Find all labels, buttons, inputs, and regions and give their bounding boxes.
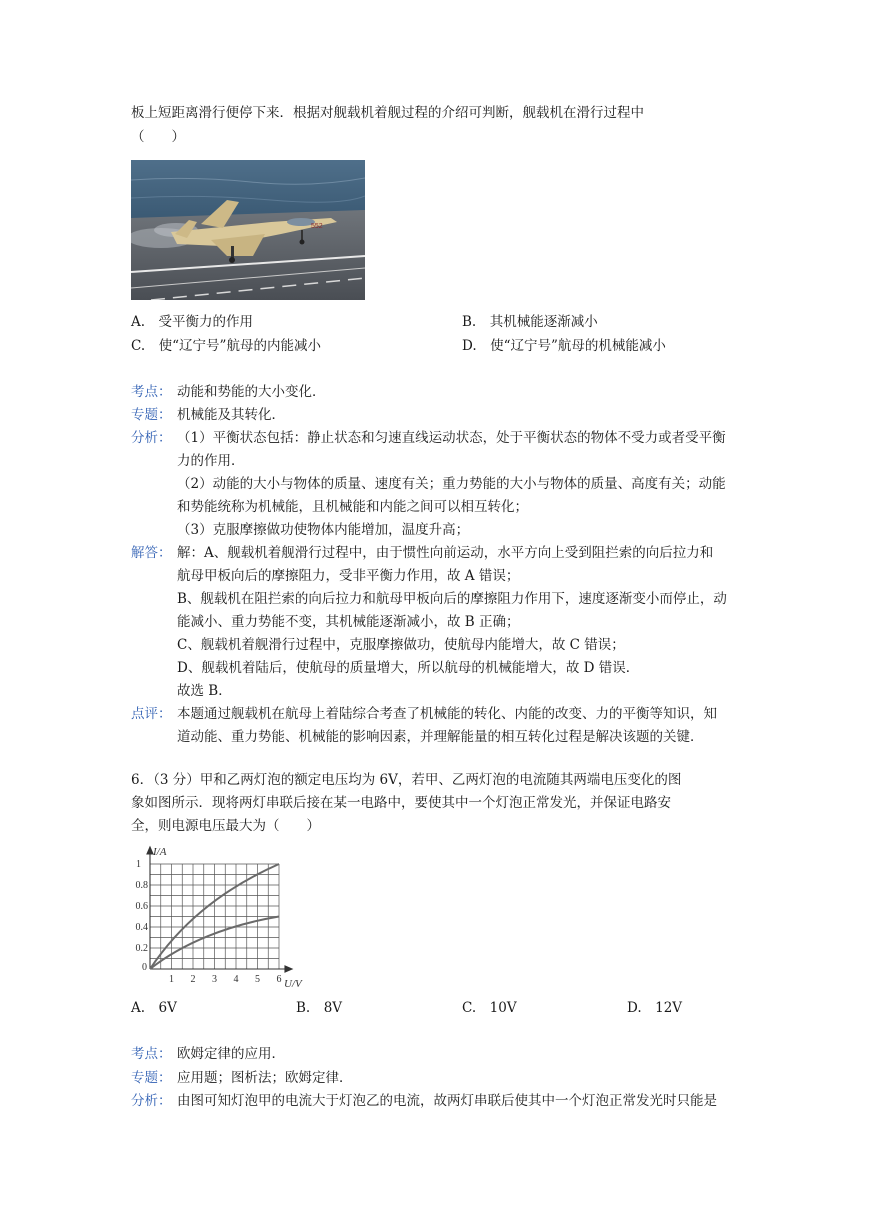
q5-dianping-label: 点评： bbox=[131, 706, 172, 722]
q5-zhuanti-label: 专题： bbox=[131, 407, 172, 423]
y-tick-label: 1 bbox=[136, 859, 141, 870]
q5-option-b: B. 其机械能逐渐减小 bbox=[462, 314, 598, 330]
y-tick-label: 0.4 bbox=[135, 922, 148, 933]
q5-jieda-line: C、舰载机着舰滑行过程中，克服摩擦做功，使航母内能增大，故 C 错误； bbox=[177, 637, 625, 653]
carrier-aircraft-photo bbox=[131, 160, 365, 300]
x-tick-label: 1 bbox=[169, 974, 174, 985]
q6-fenxi-label: 分析： bbox=[131, 1093, 172, 1109]
graph-grid bbox=[150, 864, 279, 969]
q6-kaodian-text: 欧姆定律的应用． bbox=[177, 1046, 285, 1062]
q5-fenxi-line: （2）动能的大小与物体的质量、速度有关；重力势能的大小与物体的质量、高度有关；动能 bbox=[177, 476, 726, 492]
origin-label: 0 bbox=[142, 962, 147, 973]
q5-jieda-line: D、舰载机着陆后，使航母的质量增大，所以航母的机械能增大，故 D 错误． bbox=[177, 660, 640, 676]
q6-option-a: A. 6V bbox=[131, 1000, 177, 1016]
q6-stem-line: 象如图所示．现将两灯串联后接在某一电路中，要使其中一个灯泡正常发光，并保证电路安 bbox=[131, 795, 671, 811]
q5-jieda-line: 故选 B． bbox=[177, 683, 232, 699]
q5-dianping-line: 本题通过舰载机在航母上着陆综合考查了机械能的转化、内能的改变、力的平衡等知识，知 bbox=[177, 706, 717, 722]
q5-answer-paren: （ ） bbox=[131, 129, 185, 145]
q5-fenxi-line: 力的作用． bbox=[177, 453, 245, 469]
x-tick-label: 4 bbox=[233, 974, 239, 985]
x-tick-label: 2 bbox=[190, 974, 196, 985]
x-axis-label: U/V bbox=[284, 978, 302, 990]
q5-fenxi-line: （3）克服摩擦做功使物体内能增加，温度升高； bbox=[177, 522, 470, 538]
x-tick-label: 5 bbox=[255, 974, 260, 985]
x-tick-label: 3 bbox=[212, 974, 217, 985]
q5-jieda-line: 能减小、重力势能不变，其机械能逐渐减小，故 B 正确； bbox=[177, 614, 520, 630]
q5-zhuanti-text: 机械能及其转化． bbox=[177, 407, 285, 423]
q6-stem-line: 全，则电源电压最大为（ ） bbox=[131, 818, 320, 834]
q6-option-b: B. 8V bbox=[296, 1000, 343, 1016]
q6-fenxi-line: 由图可知灯泡甲的电流大于灯泡乙的电流，故两灯串联后使其中一个灯泡正常发光时只能是 bbox=[177, 1093, 717, 1109]
q5-dianping-line: 道动能、重力势能、机械能的影响因素，并理解能量的相互转化过程是解决该题的关键． bbox=[177, 729, 704, 745]
q5-fenxi-line: 和势能统称为机械能，且机械能和内能之间可以相互转化； bbox=[177, 499, 528, 515]
x-tick-label: 6 bbox=[276, 974, 282, 985]
graph-axes bbox=[147, 847, 292, 972]
q6-option-c: C. 10V bbox=[462, 1000, 517, 1016]
q5-option-a: A. 受平衡力的作用 bbox=[131, 314, 254, 330]
q6-stem-line: 6．（3 分）甲和乙两灯泡的额定电压均为 6V，若甲、乙两灯泡的电流随其两端电压变化的图 bbox=[131, 772, 682, 788]
q5-fenxi-line: （1）平衡状态包括：静止状态和匀速直线运动状态，处于平衡状态的物体不受力或者受平衡 bbox=[177, 430, 726, 446]
q5-option-c: C. 使“辽宁号”航母的内能减小 bbox=[131, 338, 321, 354]
q5-stem-line: 板上短距离滑行便停下来．根据对舰载机着舰过程的介绍可判断，舰载机在滑行过程中 bbox=[131, 105, 644, 121]
y-tick-label: 0.2 bbox=[135, 943, 148, 954]
y-axis-label: I/A bbox=[153, 846, 167, 858]
q5-jieda-line: B、舰载机在阻拦索的向后拉力和航母甲板向后的摩擦阻力作用下，速度逐渐变小而停止，动 bbox=[177, 591, 727, 607]
jet-number: 552 bbox=[311, 223, 323, 230]
q5-kaodian-text: 动能和势能的大小变化． bbox=[177, 384, 326, 400]
y-tick-label: 0.8 bbox=[135, 880, 148, 891]
q5-jieda-line: 解：A、舰载机着舰滑行过程中，由于惯性向前运动，水平方向上受到阻拦索的向后拉力和 bbox=[177, 545, 714, 561]
q5-jieda-line: 航母甲板向后的摩擦阻力，受非平衡力作用，故 A 错误； bbox=[177, 568, 520, 584]
q5-option-d: D. 使“辽宁号”航母的机械能减小 bbox=[462, 338, 666, 354]
q6-option-d: D. 12V bbox=[627, 1000, 683, 1016]
q6-zhuanti-text: 应用题；图析法；欧姆定律． bbox=[177, 1070, 353, 1086]
q5-jieda-label: 解答： bbox=[131, 545, 172, 561]
q5-kaodian-label: 考点： bbox=[131, 384, 172, 400]
q6-zhuanti-label: 专题： bbox=[131, 1070, 172, 1086]
current-voltage-graph bbox=[128, 843, 310, 991]
q5-fenxi-label: 分析： bbox=[131, 430, 172, 446]
q6-kaodian-label: 考点： bbox=[131, 1046, 172, 1062]
y-tick-label: 0.6 bbox=[135, 901, 148, 912]
